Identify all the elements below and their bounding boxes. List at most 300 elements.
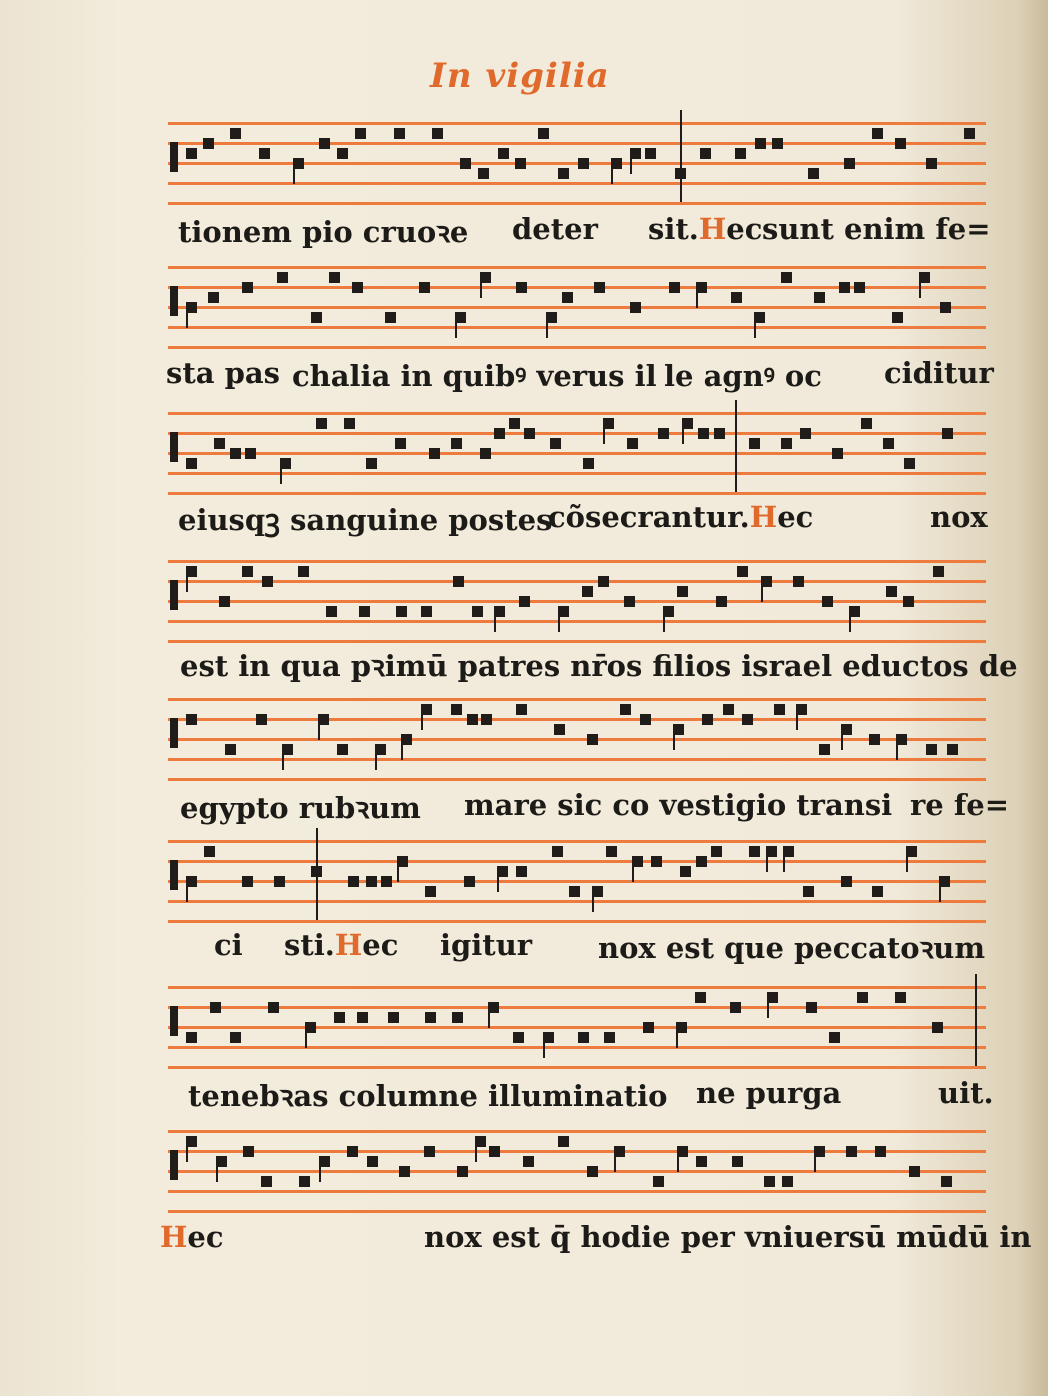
neume-stem — [696, 282, 698, 308]
clef-mark — [170, 1150, 178, 1180]
lyric-text: ciditur — [884, 356, 994, 390]
lyric-segment — [160, 1220, 224, 1254]
neume — [357, 1012, 368, 1023]
lyric-text: nox est que peccatoꝛum — [598, 931, 986, 965]
neume-stem — [614, 1146, 616, 1172]
staff-line — [168, 122, 986, 125]
neume — [538, 128, 549, 139]
neume — [432, 128, 443, 139]
neume — [523, 1156, 534, 1167]
neume-stem — [592, 886, 594, 912]
lyric-text: ec — [187, 1220, 224, 1254]
neume — [554, 724, 565, 735]
lyric-segment — [548, 500, 813, 534]
neume — [481, 714, 492, 725]
neume-stem — [186, 566, 188, 592]
lyric-text: est in qua pꝛimū patres nr̄os filios israel eductos de — [180, 649, 1018, 683]
neume — [716, 596, 727, 607]
lyric-segment — [598, 928, 985, 967]
neume — [451, 438, 462, 449]
staff-line — [168, 306, 986, 309]
staff-5 — [168, 694, 986, 784]
staff-line — [168, 1046, 986, 1049]
staff-7 — [168, 982, 986, 1072]
neume — [219, 596, 230, 607]
staff-line — [168, 778, 986, 781]
neume-stem — [401, 734, 403, 760]
neume — [677, 586, 688, 597]
neume — [587, 1166, 598, 1177]
lyric-text: sti. — [284, 928, 335, 962]
staff-line — [168, 182, 986, 185]
neume — [516, 704, 527, 715]
staff-line — [168, 840, 986, 843]
lyric-segment — [664, 356, 822, 395]
neume — [334, 1012, 345, 1023]
neume — [516, 282, 527, 293]
neume — [569, 886, 580, 897]
neume-stem — [841, 724, 843, 750]
neume — [883, 438, 894, 449]
neume — [735, 148, 746, 159]
neume — [658, 428, 669, 439]
neume-stem — [488, 1002, 490, 1028]
neume — [429, 448, 440, 459]
neume — [846, 1146, 857, 1157]
neume — [892, 312, 903, 323]
lyric-text: ec — [362, 928, 399, 962]
neume — [259, 148, 270, 159]
lyric-text: deter — [512, 212, 598, 246]
lyric-text: nox est q̄ hodie per vniuersū mūdū in — [424, 1220, 1032, 1254]
lyric-text: egypto rubꝛum — [180, 791, 421, 825]
neume — [558, 168, 569, 179]
staff-line — [168, 698, 986, 701]
lyric-segment — [166, 356, 280, 390]
neume — [230, 448, 241, 459]
neume — [242, 282, 253, 293]
staff-graphic — [168, 836, 986, 926]
lyric-segment — [178, 212, 468, 251]
neume — [782, 1176, 793, 1187]
lyric-text: sta pas — [166, 356, 281, 390]
staff-line — [168, 346, 986, 349]
neume — [620, 704, 631, 715]
neume — [348, 876, 359, 887]
neume — [819, 744, 830, 755]
neume — [274, 876, 285, 887]
clef-mark — [170, 718, 178, 748]
bar-line — [680, 110, 682, 202]
neume — [904, 458, 915, 469]
neume-stem — [397, 856, 399, 882]
staff-line — [168, 738, 986, 741]
neume — [869, 734, 880, 745]
lyric-text: tenebꝛas columne illuminatio — [188, 1079, 668, 1113]
neume — [451, 704, 462, 715]
neume — [550, 438, 561, 449]
neume — [214, 438, 225, 449]
staff-graphic — [168, 1126, 986, 1216]
neume — [311, 312, 322, 323]
neume — [940, 302, 951, 313]
neume — [872, 886, 883, 897]
neume — [764, 1176, 775, 1187]
neume-stem — [761, 576, 763, 602]
neume-stem — [906, 846, 908, 872]
neume — [854, 282, 865, 293]
neume-stem — [494, 606, 496, 632]
neume-stem — [282, 744, 284, 770]
neume — [698, 428, 709, 439]
neume — [645, 148, 656, 159]
neume — [653, 1176, 664, 1187]
lyric-text: ne purga — [696, 1076, 842, 1110]
neume-stem — [455, 312, 457, 338]
neume — [627, 438, 638, 449]
neume — [702, 714, 713, 725]
neume — [651, 856, 662, 867]
lyric-text: ci — [214, 928, 243, 962]
lyric-text: tionem pio cruoꝛe — [178, 215, 469, 249]
neume — [732, 1156, 743, 1167]
neume — [385, 312, 396, 323]
staff-graphic — [168, 118, 986, 208]
neume — [774, 704, 785, 715]
staff-line — [168, 266, 986, 269]
neume — [524, 428, 535, 439]
neume — [808, 168, 819, 179]
neume — [737, 566, 748, 577]
neume — [381, 876, 392, 887]
neume — [947, 744, 958, 755]
neume — [598, 576, 609, 587]
neume — [277, 272, 288, 283]
neume — [425, 886, 436, 897]
neume — [872, 128, 883, 139]
staff-line — [168, 860, 986, 863]
staff-line — [168, 432, 986, 435]
neume — [186, 1032, 197, 1043]
neume — [245, 448, 256, 459]
staff-line — [168, 580, 986, 583]
neume — [711, 846, 722, 857]
neume-stem — [546, 312, 548, 338]
bar-line — [316, 828, 318, 920]
staff-line — [168, 202, 986, 205]
neume — [814, 292, 825, 303]
neume-stem — [611, 158, 613, 184]
staff-graphic — [168, 982, 986, 1072]
staff-line — [168, 880, 986, 883]
neume-stem — [186, 302, 188, 328]
lyric-text: sit. — [648, 212, 699, 246]
neume — [932, 1022, 943, 1033]
neume-stem — [543, 1032, 545, 1058]
lyric-text: nox — [930, 500, 988, 534]
neume-stem — [630, 148, 632, 174]
neume — [895, 138, 906, 149]
neume — [926, 744, 937, 755]
neume — [857, 992, 868, 1003]
staff-line — [168, 492, 986, 495]
neume — [242, 876, 253, 887]
neume — [749, 438, 760, 449]
neume — [696, 856, 707, 867]
lyric-text: chalia in quibꝰ verus il — [292, 359, 657, 393]
neume — [742, 714, 753, 725]
red-initial: H — [698, 212, 727, 246]
staff-line — [168, 1026, 986, 1029]
neume — [316, 418, 327, 429]
neume — [457, 1166, 468, 1177]
staff-line — [168, 560, 986, 563]
neume — [822, 596, 833, 607]
neume — [515, 158, 526, 169]
bar-line — [975, 974, 977, 1066]
red-initial: H — [334, 928, 363, 962]
neume — [700, 148, 711, 159]
neume — [394, 128, 405, 139]
staff-graphic — [168, 262, 986, 352]
neume — [832, 448, 843, 459]
neume — [464, 876, 475, 887]
lyric-segment — [930, 500, 988, 534]
neume — [895, 992, 906, 1003]
neume-stem — [375, 744, 377, 770]
neume — [630, 302, 641, 313]
staff-line — [168, 162, 986, 165]
neume — [425, 1012, 436, 1023]
neume — [578, 158, 589, 169]
neume-stem — [677, 1146, 679, 1172]
neume-stem — [682, 418, 684, 444]
neume — [606, 846, 617, 857]
neume — [347, 1146, 358, 1157]
neume — [755, 138, 766, 149]
neume — [942, 428, 953, 439]
neume — [903, 596, 914, 607]
staff-1 — [168, 118, 986, 208]
lyric-text: cõsecrantur. — [548, 500, 750, 534]
neume-stem — [186, 1136, 188, 1162]
neume — [587, 734, 598, 745]
lyric-segment — [180, 788, 421, 827]
staff-line — [168, 142, 986, 145]
neume-stem — [497, 866, 499, 892]
staff-line — [168, 620, 986, 623]
red-initial: H — [160, 1220, 188, 1254]
neume — [640, 714, 651, 725]
neume-stem — [676, 1022, 678, 1048]
neume — [562, 292, 573, 303]
staff-2 — [168, 262, 986, 352]
neume-stem — [475, 1136, 477, 1162]
neume — [558, 1136, 569, 1147]
neume-stem — [558, 606, 560, 632]
neume — [594, 282, 605, 293]
neume — [452, 1012, 463, 1023]
neume — [643, 1022, 654, 1033]
staff-line — [168, 600, 986, 603]
neume — [262, 576, 273, 587]
neume — [453, 576, 464, 587]
neume — [578, 1032, 589, 1043]
neume-stem — [919, 272, 921, 298]
neume — [298, 566, 309, 577]
staff-line — [168, 452, 986, 455]
neume-stem — [305, 1022, 307, 1048]
lyric-segment — [440, 928, 532, 962]
lyric-segment — [178, 500, 552, 539]
neume — [480, 448, 491, 459]
lyric-text: ec — [777, 500, 814, 534]
neume — [326, 606, 337, 617]
neume — [329, 272, 340, 283]
neume — [478, 168, 489, 179]
lyric-segment — [910, 788, 1009, 822]
lyric-text: ec — [726, 212, 763, 246]
neume — [366, 876, 377, 887]
neume — [926, 158, 937, 169]
neume — [941, 1176, 952, 1187]
neume — [731, 292, 742, 303]
staff-line — [168, 1190, 986, 1193]
neume — [509, 418, 520, 429]
neume — [366, 458, 377, 469]
neume — [186, 148, 197, 159]
neume-stem — [796, 704, 798, 730]
clef-mark — [170, 860, 178, 890]
neume — [467, 714, 478, 725]
neume — [582, 586, 593, 597]
lyric-segment — [292, 356, 657, 395]
neume — [875, 1146, 886, 1157]
neume-stem — [849, 606, 851, 632]
neume-stem — [216, 1156, 218, 1182]
neume — [337, 148, 348, 159]
neume — [299, 1176, 310, 1187]
staff-graphic — [168, 694, 986, 784]
neume-stem — [939, 876, 941, 902]
staff-4 — [168, 556, 986, 646]
neume-stem — [319, 1156, 321, 1182]
clef-mark — [170, 1006, 178, 1036]
lyric-text: le agnꝰ oc — [664, 359, 822, 393]
staff-graphic — [168, 556, 986, 646]
lyric-segment — [884, 356, 994, 390]
neume — [204, 846, 215, 857]
neume — [909, 1166, 920, 1177]
neume — [421, 606, 432, 617]
neume — [841, 876, 852, 887]
clef-mark — [170, 142, 178, 172]
neume — [793, 576, 804, 587]
neume — [186, 714, 197, 725]
neume — [498, 148, 509, 159]
lyric-segment — [464, 788, 892, 822]
neume-stem — [673, 724, 675, 750]
neume — [208, 292, 219, 303]
neume — [489, 1146, 500, 1157]
lyric-text: sunt enim fe= — [762, 212, 991, 246]
neume — [800, 428, 811, 439]
neume-stem — [814, 1146, 816, 1172]
neume-stem — [754, 312, 756, 338]
neume — [624, 596, 635, 607]
staff-3 — [168, 408, 986, 498]
neume — [352, 282, 363, 293]
neume — [419, 282, 430, 293]
neume — [749, 846, 760, 857]
lyric-segment — [938, 1076, 994, 1110]
neume-stem — [480, 272, 482, 298]
neume — [964, 128, 975, 139]
neume-stem — [421, 704, 423, 730]
staff-line — [168, 758, 986, 761]
neume — [261, 1176, 272, 1187]
neume — [460, 158, 471, 169]
lyric-segment — [512, 212, 598, 246]
lyric-text: uit. — [938, 1076, 994, 1110]
lyric-text: mare sic co vestigio transi — [464, 788, 893, 822]
neume — [933, 566, 944, 577]
lyric-segment — [648, 212, 762, 246]
lyric-segment — [188, 1076, 668, 1115]
neume-stem — [186, 876, 188, 902]
neume — [781, 272, 792, 283]
clef-mark — [170, 286, 178, 316]
staff-line — [168, 1150, 986, 1153]
neume — [696, 1156, 707, 1167]
neume — [243, 1146, 254, 1157]
neume-stem — [280, 458, 282, 484]
neume — [781, 438, 792, 449]
red-initial: H — [749, 500, 778, 534]
neume — [583, 458, 594, 469]
neume — [319, 138, 330, 149]
neume — [256, 714, 267, 725]
neume — [803, 886, 814, 897]
neume — [552, 846, 563, 857]
staff-line — [168, 412, 986, 415]
neume-stem — [896, 734, 898, 760]
neume — [242, 566, 253, 577]
neume — [519, 596, 530, 607]
staff-8 — [168, 1126, 986, 1216]
lyric-segment — [180, 646, 1018, 685]
neume — [844, 158, 855, 169]
neume — [730, 1002, 741, 1013]
neume — [186, 458, 197, 469]
lyric-segment — [696, 1076, 841, 1110]
neume-stem — [767, 992, 769, 1018]
staff-6 — [168, 836, 986, 926]
staff-line — [168, 326, 986, 329]
neume — [210, 1002, 221, 1013]
staff-line — [168, 900, 986, 903]
staff-line — [168, 1006, 986, 1009]
bar-line — [735, 400, 737, 492]
neume — [359, 606, 370, 617]
neume — [680, 866, 691, 877]
neume — [268, 1002, 279, 1013]
lyric-segment — [214, 928, 243, 962]
staff-line — [168, 1170, 986, 1173]
staff-line — [168, 1066, 986, 1069]
staff-line — [168, 472, 986, 475]
lyric-text: igitur — [440, 928, 533, 962]
